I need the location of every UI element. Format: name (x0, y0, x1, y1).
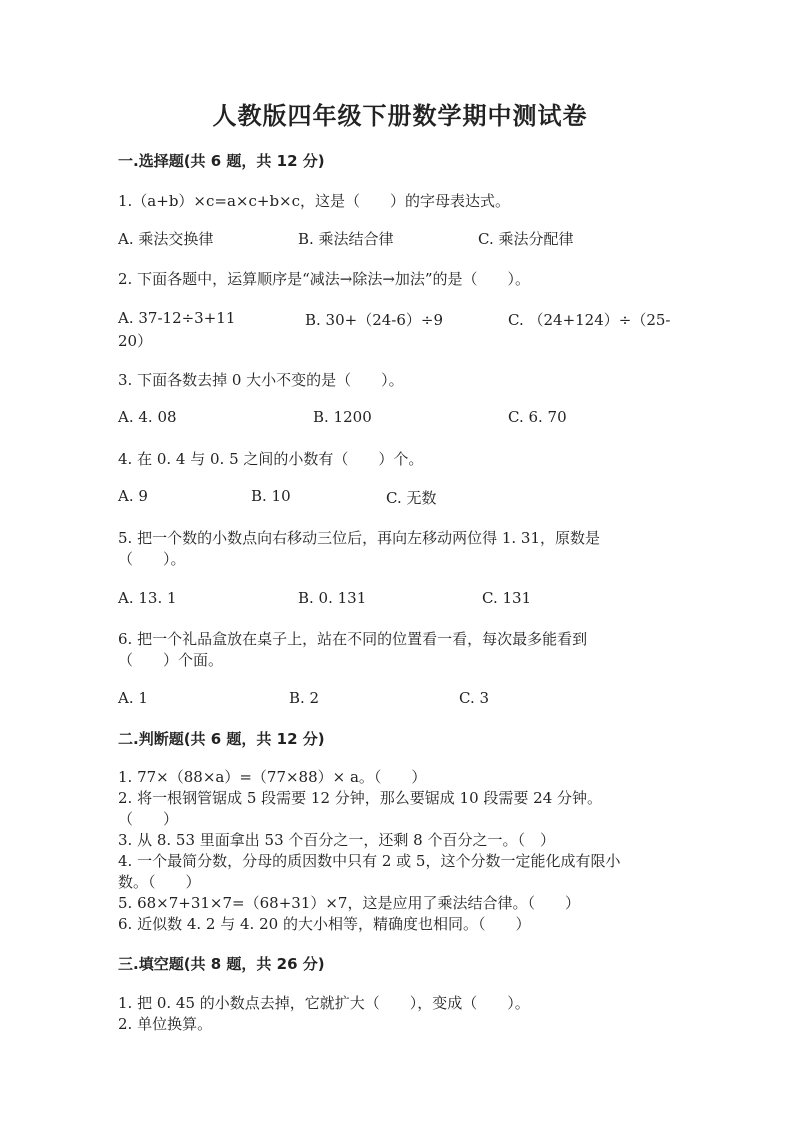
question-6-option-c: C. 3 (459, 689, 490, 707)
judgment-line: 1. 77×（88×a）=（77×88）× a。（ ） (118, 768, 427, 786)
judgment-line: 2. 将一根钢管锯成 5 段需要 12 分钟，那么要锯成 10 段需要 24 分钟。 (118, 789, 603, 807)
question-5-option-c: C. 131 (482, 589, 532, 607)
question-6-option-b: B. 2 (289, 689, 320, 707)
question-1-option-c: C. 乘法分配律 (478, 230, 574, 248)
question-5-stem-continued: （ ）。 (118, 550, 186, 568)
question-2-option-c-continued: 20） (118, 332, 153, 350)
judgment-line: 3. 从 8. 53 里面拿出 53 个百分之一，还剩 8 个百分之一。（ ） (118, 831, 555, 849)
section-heading-fill-in: 三.填空题(共 8 题，共 26 分) (118, 955, 325, 973)
section-heading-choice: 一.选择题(共 6 题，共 12 分) (118, 152, 325, 170)
question-6-stem-continued: （ ）个面。 (118, 651, 224, 669)
question-2-stem: 2. 下面各题中，运算顺序是“减法→除法→加法”的是（ ）。 (118, 270, 531, 288)
question-1-option-a: A. 乘法交换律 (118, 230, 214, 248)
question-4-stem: 4. 在 0. 4 与 0. 5 之间的小数有（ ）个。 (118, 450, 424, 468)
question-1-stem: 1.（a+b）×c=a×c+b×c，这是（ ）的字母表达式。 (118, 192, 511, 210)
question-2-option-c: C. （24+124）÷（25- (508, 311, 671, 329)
question-4-option-c: C. 无数 (386, 489, 437, 507)
fill-in-line: 2. 单位换算。 (118, 1015, 213, 1033)
question-2-option-b: B. 30+（24-6）÷9 (305, 311, 444, 329)
question-3-option-c: C. 6. 70 (508, 408, 567, 426)
judgment-line: （ ） (118, 810, 179, 828)
fill-in-line: 1. 把 0. 45 的小数点去掉，它就扩大（ ），变成（ ）。 (118, 994, 530, 1012)
question-4-option-b: B. 10 (251, 487, 291, 505)
question-5-option-a: A. 13. 1 (118, 589, 177, 607)
judgment-line: 5. 68×7+31×7=（68+31）×7，这是应用了乘法结合律。（ ） (118, 894, 580, 912)
question-5-stem: 5. 把一个数的小数点向右移动三位后，再向左移动两位得 1. 31，原数是 (118, 529, 601, 547)
judgment-line: 6. 近似数 4. 2 与 4. 20 的大小相等，精确度也相同。（ ） (118, 915, 531, 933)
question-4-option-a: A. 9 (118, 487, 148, 505)
section-heading-judgment: 二.判断题(共 6 题，共 12 分) (118, 730, 325, 748)
question-3-option-a: A. 4. 08 (118, 408, 177, 426)
question-6-stem: 6. 把一个礼品盒放在桌子上，站在不同的位置看一看，每次最多能看到 (118, 630, 588, 648)
page-title: 人教版四年级下册数学期中测试卷 (212, 101, 588, 130)
question-5-option-b: B. 0. 131 (298, 589, 367, 607)
question-2-option-a: A. 37-12÷3+11 (118, 309, 236, 327)
judgment-line: 4. 一个最简分数，分母的质因数中只有 2 或 5，这个分数一定能化成有限小 (118, 852, 621, 870)
question-3-stem: 3. 下面各数去掉 0 大小不变的是（ ）。 (118, 371, 404, 389)
question-1-option-b: B. 乘法结合律 (298, 230, 394, 248)
question-3-option-b: B. 1200 (313, 408, 372, 426)
judgment-line: 数。（ ） (118, 873, 201, 891)
question-6-option-a: A. 1 (118, 689, 148, 707)
